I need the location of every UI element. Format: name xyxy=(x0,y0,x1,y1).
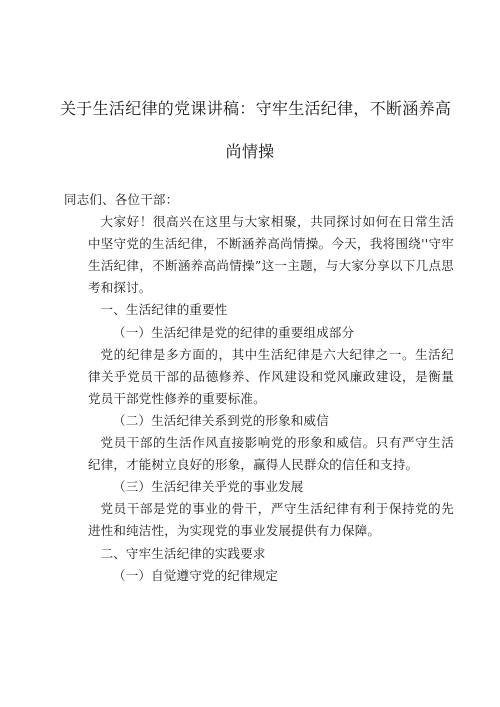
section-2-sub-1-heading: （一）自觉遵守党的纪律规定 xyxy=(113,567,279,583)
section-1-sub-3-text: 党员干部是党的事业的骨干，严守生活纪律有利于保持党的先进性和纯洁性，为实现党的事业发展提供有力保障。 xyxy=(88,501,454,539)
section-1-sub-3-heading: （三）生活纪律关乎党的事业发展 xyxy=(113,479,304,495)
section-1-heading: 一、生活纪律的重要性 xyxy=(100,302,228,318)
document-title-line-2: 尚情操 xyxy=(225,142,275,161)
salutation: 同志们、各位干部： xyxy=(64,192,179,207)
document-title-line-1: 关于生活纪律的党课讲稿：守牢生活纪律，不断涵养高 xyxy=(60,99,452,118)
section-2-heading: 二、守牢生活纪律的实践要求 xyxy=(100,545,266,561)
section-1-sub-2-heading: （二）生活纪律关系到党的形象和威信 xyxy=(113,412,329,428)
section-1-sub-1-text: 党的纪律是多方面的，其中生活纪律是六大纪律之一。生活纪律关乎党员干部的品德修养、作风建设和党风廉政建设，是衡量党员干部党性修养的重要标准。 xyxy=(88,346,454,406)
document-body xyxy=(64,189,454,587)
section-1-sub-2-text: 党员干部的生活作风直接影响党的形象和威信。只有严守生活纪律，才能树立良好的形象，赢得人民群众的信任和支持。 xyxy=(88,435,454,473)
intro-paragraph: 大家好！很高兴在这里与大家相聚，共同探讨如何在日常生活中坚守党的生活纪律，不断涵养高尚情操。今天，我将围绕''守牢生活纪律，不断涵养高尚情操”这一主题，与大家分享以下几点思考和探讨。 xyxy=(88,214,454,296)
section-1-sub-1-heading: （一）生活纪律是党的纪律的重要组成部分 xyxy=(113,324,355,340)
